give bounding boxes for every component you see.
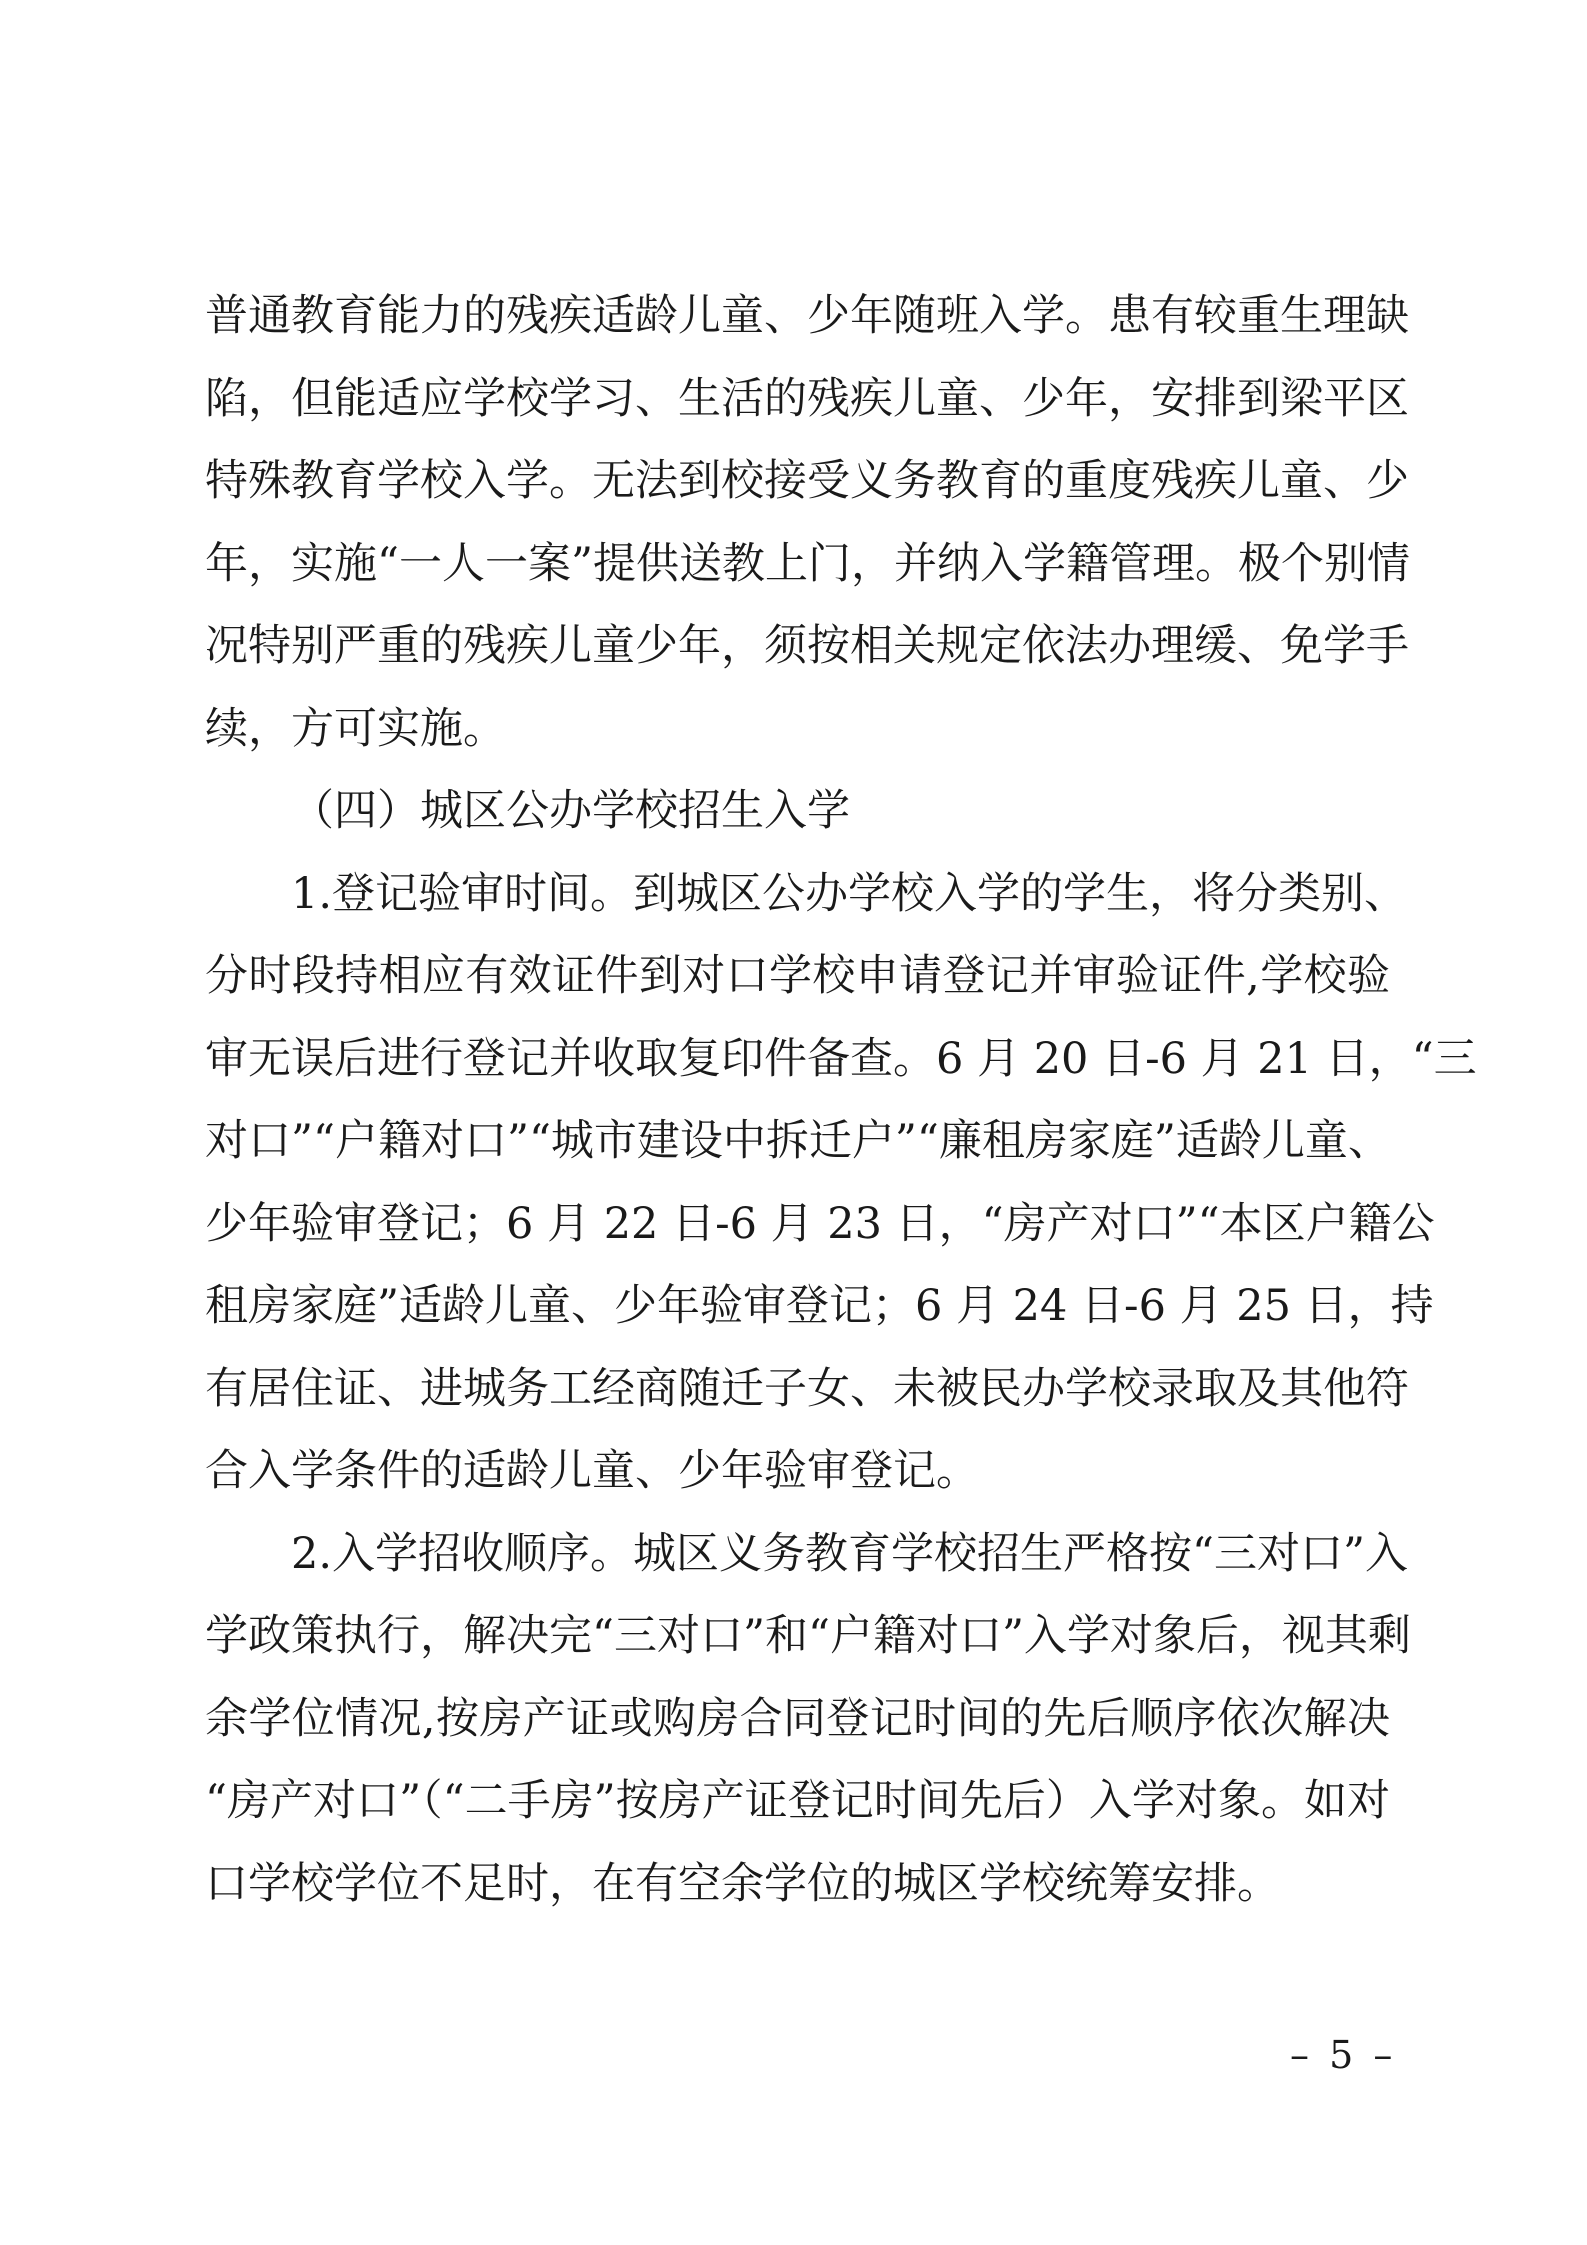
- paragraph-line: 租房家庭”适龄儿童、少年验审登记；6 月 24 日-6 月 25 日，持: [205, 1281, 1434, 1331]
- paragraph-line: 少年验审登记；6 月 22 日-6 月 23 日，“房产对口”“本区户籍公: [205, 1198, 1435, 1249]
- paragraph-line: 分时段持相应有效证件到对口学校申请登记并审验证件,学校验: [205, 951, 1390, 1001]
- paragraph-line: 余学位情况,按房产证或购房合同登记时间的先后顺序依次解决: [205, 1693, 1390, 1744]
- paragraph-line: 2.入学招收顺序。城区义务教育学校招生严格按“三对口”入: [291, 1528, 1408, 1579]
- paragraph-line: 特殊教育学校入学。无法到校接受义务教育的重度残疾儿童、少: [205, 456, 1409, 506]
- paragraph-line: 陷，但能适应学校学习、生活的残疾儿童、少年，安排到梁平区: [205, 373, 1409, 424]
- paragraph-line: 口学校学位不足时，在有空余学位的城区学校统筹安排。: [205, 1858, 1280, 1909]
- section-heading: （四）城区公办学校招生入学: [291, 786, 850, 836]
- paragraph-line: 1.登记验审时间。到城区公办学校入学的学生，将分类别、: [291, 868, 1408, 919]
- paragraph-line: 审无误后进行登记并收取复印件备查。6 月 20 日-6 月 21 日，“三: [205, 1033, 1477, 1084]
- paragraph-line: 普通教育能力的残疾适龄儿童、少年随班入学。患有较重生理缺: [205, 291, 1409, 341]
- paragraph-line: 况特别严重的残疾儿童少年，须按相关规定依法办理缓、免学手: [205, 621, 1409, 671]
- paragraph-line: 合入学条件的适龄儿童、少年验审登记。: [205, 1446, 979, 1496]
- paragraph-line: “房产对口”（“二手房”按房产证登记时间先后）入学对象。如对: [205, 1776, 1390, 1826]
- body-text: [205, 275, 1477, 1925]
- page-number: – 5 –: [1290, 2033, 1397, 2077]
- paragraph-line: 有居住证、进城务工经商随迁子女、未被民办学校录取及其他符: [205, 1363, 1409, 1414]
- paragraph-line: 年，实施“一人一案”提供送教上门，并纳入学籍管理。极个别情: [205, 538, 1410, 589]
- paragraph-line: 学政策执行，解决完“三对口”和“户籍对口”入学对象后，视其剩: [205, 1611, 1411, 1661]
- paragraph-line: 对口”“户籍对口”“城市建设中拆迁户”“廉租房家庭”适龄儿童、: [205, 1116, 1391, 1166]
- paragraph-line: 续，方可实施。: [205, 703, 506, 754]
